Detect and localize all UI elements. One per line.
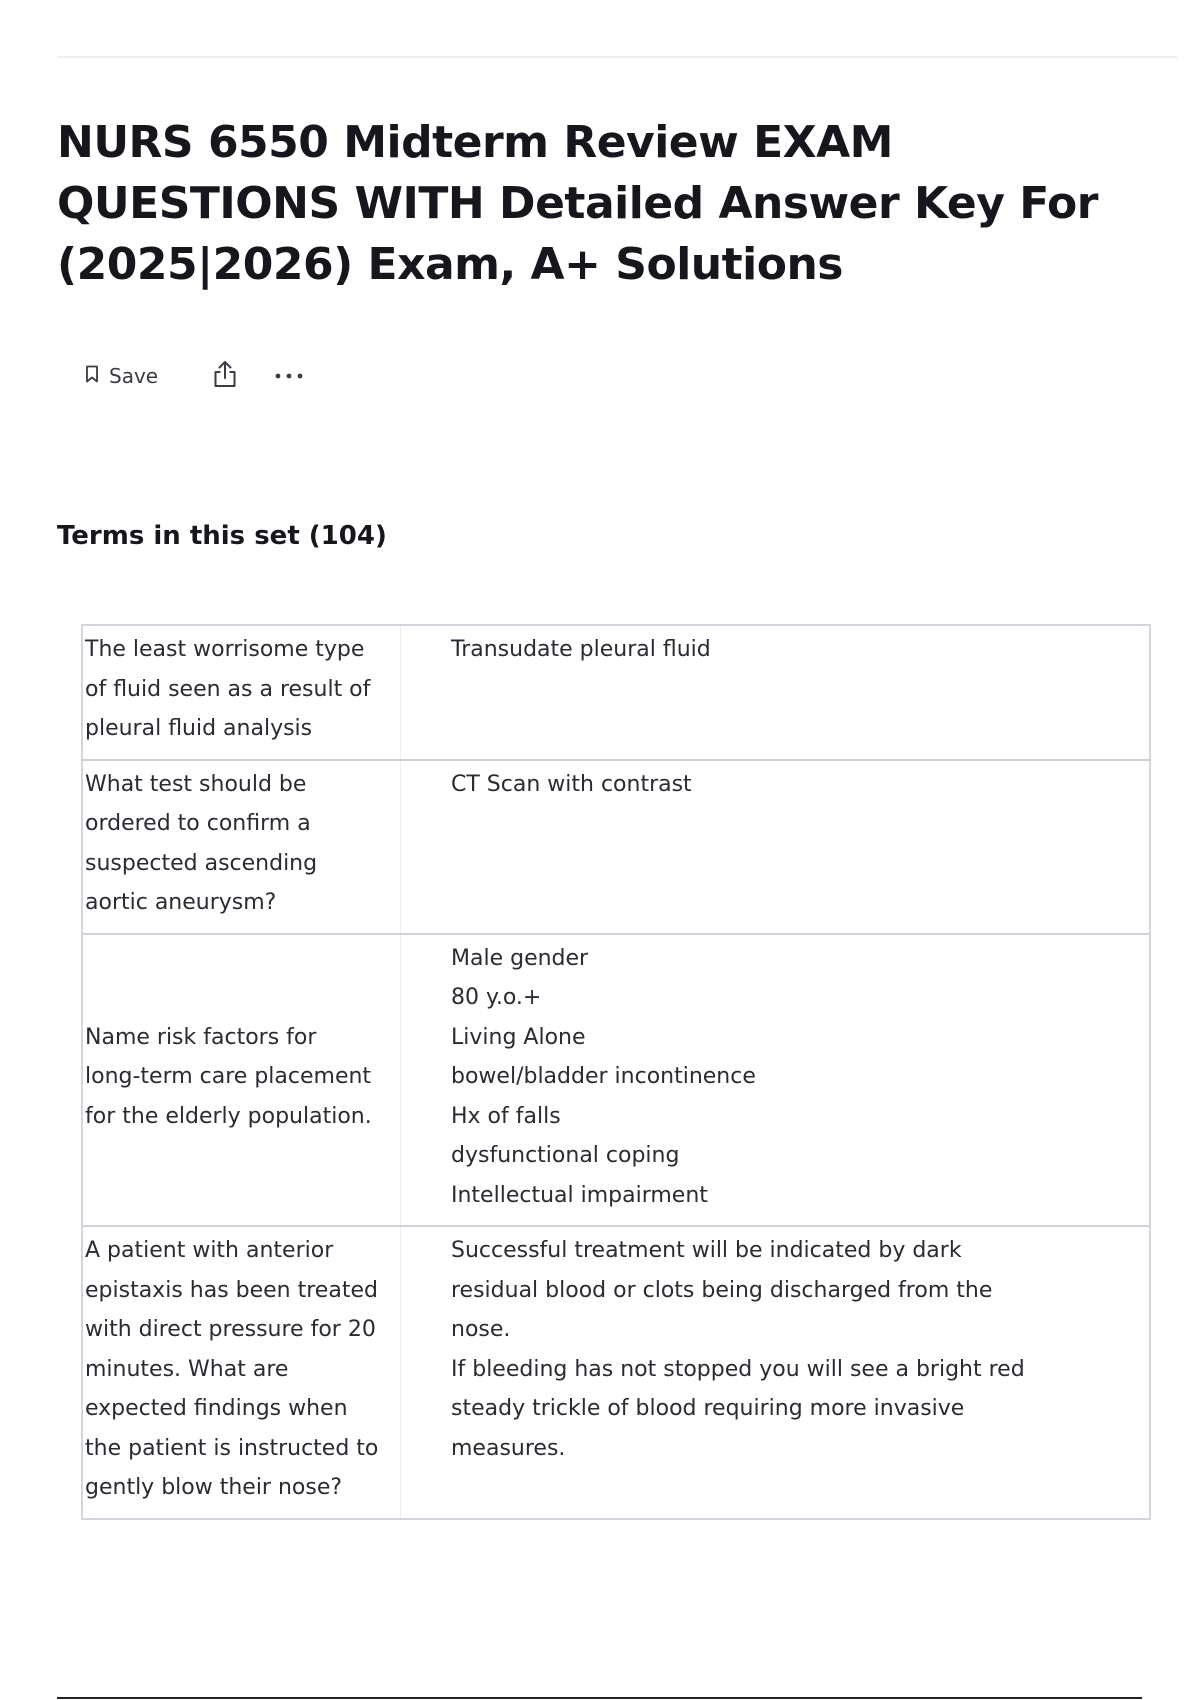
table-row[interactable] <box>83 933 1149 1226</box>
definition-text: Living Alone <box>451 1024 586 1050</box>
term-cell <box>83 626 401 759</box>
table-row[interactable] <box>83 759 1149 933</box>
term-text: with direct pressure for 20 <box>85 1317 376 1342</box>
definition-text: measures. <box>451 1435 566 1461</box>
term-text: suspected ascending <box>85 850 318 876</box>
bottom-divider <box>57 1697 1142 1699</box>
term-text: What test should be <box>85 771 307 797</box>
definition-text: dysfunctional coping <box>451 1143 680 1168</box>
definition-text: residual blood or clots being discharged from the <box>451 1277 993 1303</box>
term-cell <box>83 935 401 1226</box>
terms-table <box>81 624 1151 1520</box>
term-text: gently blow their nose? <box>85 1475 343 1500</box>
bookmark-icon <box>85 364 99 388</box>
top-divider <box>57 56 1177 58</box>
definition-text: Hx of falls <box>451 1103 561 1129</box>
term-text: Name risk factors for <box>85 1024 317 1050</box>
save-button[interactable] <box>85 364 158 388</box>
term-text: for the elderly population. <box>85 1103 372 1129</box>
definition-cell <box>401 761 1149 933</box>
term-cell <box>83 761 401 933</box>
definition-text: Male gender <box>451 945 589 971</box>
definition-text: Successful treatment will be indicated by dark <box>451 1238 962 1263</box>
term-text: ordered to confirm a <box>85 811 311 836</box>
definition-text: bowel/bladder incontinence <box>451 1064 756 1089</box>
action-toolbar <box>85 356 304 396</box>
term-text: expected findings when <box>85 1396 348 1421</box>
definition-cell <box>401 1227 1149 1518</box>
definition-text: steady trickle of blood requiring more invasive <box>451 1396 965 1421</box>
term-text: long-term care placement <box>85 1064 372 1089</box>
term-text: of fluid seen as a result of <box>85 676 371 702</box>
definition-text: nose. <box>451 1317 511 1342</box>
definition-text: If bleeding has not stopped you will see a bright red <box>451 1356 1025 1382</box>
term-text: minutes. What are <box>85 1356 289 1382</box>
term-text: epistaxis has been treated <box>85 1277 378 1303</box>
definition-cell <box>401 626 1149 759</box>
term-text: A patient with anterior <box>85 1238 334 1263</box>
table-row[interactable] <box>83 626 1149 759</box>
save-label: Save <box>109 364 159 388</box>
terms-heading: Terms in this set (104) <box>57 521 387 551</box>
definition-text: CT Scan with contrast <box>451 771 692 797</box>
table-row[interactable] <box>83 1225 1149 1518</box>
definition-text: Intellectual impairment <box>451 1182 708 1208</box>
definition-text: 80 y.o.+ <box>451 985 542 1010</box>
term-text: the patient is instructed to <box>85 1435 379 1461</box>
share-button[interactable] <box>212 359 238 394</box>
more-options-button[interactable] <box>274 367 304 385</box>
definition-cell <box>401 935 1149 1226</box>
share-icon <box>212 359 238 394</box>
term-text: The least worrisome type <box>85 637 365 662</box>
definition-text: Transudate pleural fluid <box>451 637 711 662</box>
term-text: aortic aneurysm? <box>85 890 277 915</box>
more-horizontal-icon <box>274 367 304 385</box>
term-text: pleural fluid analysis <box>85 716 313 741</box>
page-title: NURS 6550 Midterm Review EXAM QUESTIONS WITH Detailed Answer Key For (2025|2026) Exam, A+ Solutions <box>57 117 1098 290</box>
term-cell <box>83 1227 401 1518</box>
